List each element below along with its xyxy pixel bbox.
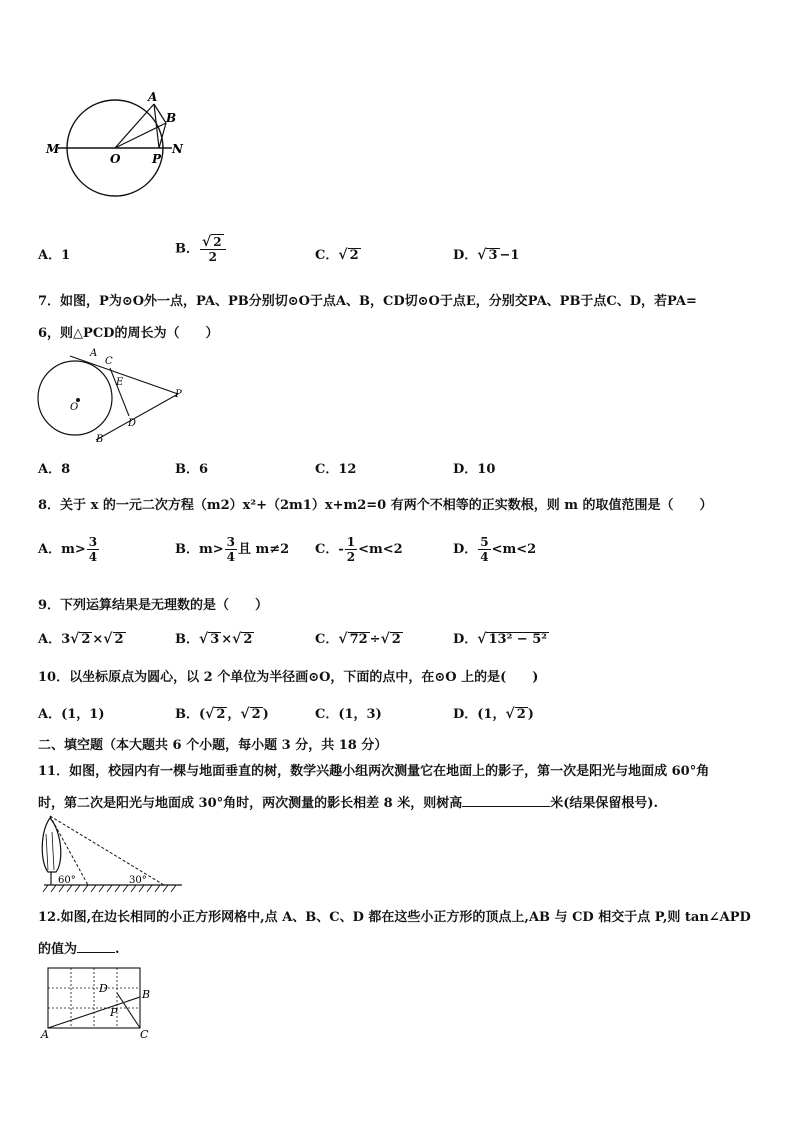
q12-label-c: C bbox=[140, 1028, 149, 1041]
q6-label-p: P bbox=[152, 152, 162, 166]
q7-option-c: C．12 bbox=[315, 462, 357, 477]
q9-stem: 9．下列运算结果是无理数的是（ ） bbox=[38, 598, 269, 613]
q6-label-b: B bbox=[166, 111, 177, 125]
q6-option-a: A．1 bbox=[38, 248, 71, 263]
q7-label-c: C bbox=[105, 356, 113, 367]
q8-stem: 8．关于 x 的一元二次方程（m2）x²+（2m1）x+m2=0 有两个不相等的正实数根，则 m 的取值范围是（ ） bbox=[38, 498, 713, 513]
q9-option-d: D．√ 13² − 5² bbox=[453, 631, 547, 647]
q10-option-c: C．(1，3) bbox=[315, 707, 382, 722]
q6-segment-oa bbox=[115, 104, 154, 148]
q12-figure bbox=[38, 960, 158, 1042]
q12-stem-line1: 12.如图,在边长相同的小正方形网格中,点 A、B、C、D 都在这些小正方形的顶点上,AB 与 CD 相交于点 P,则 tan∠APD bbox=[38, 910, 751, 925]
q10-option-a: A．(1，1) bbox=[38, 707, 105, 722]
q8-option-c: C．- $\frac{1}{2}$ <m<2 bbox=[315, 535, 403, 564]
q7-label-o: O bbox=[70, 402, 79, 413]
q6-b-den: 2 bbox=[208, 250, 217, 264]
q11-tree-icon bbox=[42, 818, 61, 872]
q8-option-d: D． $\frac{5}{4}$ <m<2 bbox=[453, 535, 537, 564]
q8-option-b: B．m> $\frac{3}{4}$ 且 m≠2 bbox=[175, 535, 290, 564]
q11-stem-line1: 11．如图，校园内有一棵与地面垂直的树，数学兴趣小组两次测量它在地面上的影子，第一次是阳光与地面成 60°角 bbox=[38, 764, 710, 779]
q7-label-p: P bbox=[175, 389, 182, 400]
q12-label-d: D bbox=[99, 982, 108, 995]
q6-label-a: A bbox=[148, 90, 158, 104]
q7-tangent-pa bbox=[70, 356, 178, 394]
q12-label-a: A bbox=[41, 1028, 49, 1041]
q7-label-a: A bbox=[90, 348, 98, 359]
q9-option-b: B．√ 3 ×√ 2 bbox=[175, 631, 253, 647]
q11-stem-line2: 时，第二次是阳光与地面成 30°角时，两次测量的影长相差 8 米，则树高 米(结果保留根号). bbox=[38, 796, 659, 811]
q6-option-d: D．√ 3 −1 bbox=[453, 247, 520, 263]
q7-stem-line1: 7．如图，P为⊙O外一点，PA、PB分别切⊙O于点A、B，CD切⊙O于点E，分别交PA、PB于点C、D，若PA= bbox=[38, 294, 697, 309]
q11-answer-blank[interactable] bbox=[462, 806, 550, 807]
q11-angle-30-label: 30° bbox=[129, 875, 147, 886]
q9-option-a: A．3√ 2 ×√ 2 bbox=[38, 631, 124, 647]
q7-figure bbox=[34, 346, 194, 446]
q7-option-d: D．10 bbox=[453, 462, 496, 477]
q12-label-p: P bbox=[110, 1006, 118, 1019]
q6-figure bbox=[44, 86, 194, 210]
q8-option-a: A．m> $\frac{3}{4}$ bbox=[38, 535, 98, 564]
q12-answer-blank[interactable] bbox=[77, 952, 115, 953]
q7-circle bbox=[38, 361, 112, 435]
q10-option-b: B．(√ 2 ，√ 2 ) bbox=[175, 706, 269, 722]
q7-label-e: E bbox=[116, 377, 124, 388]
q6-option-b: B． $\frac{√ 2}{2}$ bbox=[175, 234, 227, 264]
q10-stem: 10．以坐标原点为圆心，以 2 个单位为半径画⊙O，下面的点中，在⊙O 上的是( ) bbox=[38, 670, 539, 685]
q6-option-c: C．√ 2 bbox=[315, 247, 359, 263]
q6-label-n: N bbox=[172, 142, 183, 156]
q6-label-o: O bbox=[110, 152, 121, 166]
q6-b-num: 2 bbox=[213, 235, 222, 249]
q12-label-b: B bbox=[142, 988, 151, 1001]
q6-label-m: M bbox=[46, 142, 60, 156]
q7-option-a: A．8 bbox=[38, 462, 71, 477]
q7-option-b: B．6 bbox=[175, 462, 209, 477]
q10-option-d: D．(1，√ 2 ) bbox=[453, 706, 534, 722]
q11-figure bbox=[36, 812, 186, 896]
q7-label-d: D bbox=[128, 418, 137, 429]
q7-tangent-pb bbox=[96, 394, 178, 440]
q12-stem-line2: 的值为 . bbox=[38, 942, 120, 957]
q9-option-c: C．√ 72 ÷√ 2 bbox=[315, 631, 401, 647]
q7-label-b: B bbox=[96, 434, 104, 445]
q11-angle-60-label: 60° bbox=[58, 875, 76, 886]
section-fill-in-heading: 二、填空题（本大题共 6 个小题，每小题 3 分，共 18 分） bbox=[38, 738, 388, 753]
q7-stem-line2: 6，则△PCD的周长为（ ） bbox=[38, 326, 219, 341]
